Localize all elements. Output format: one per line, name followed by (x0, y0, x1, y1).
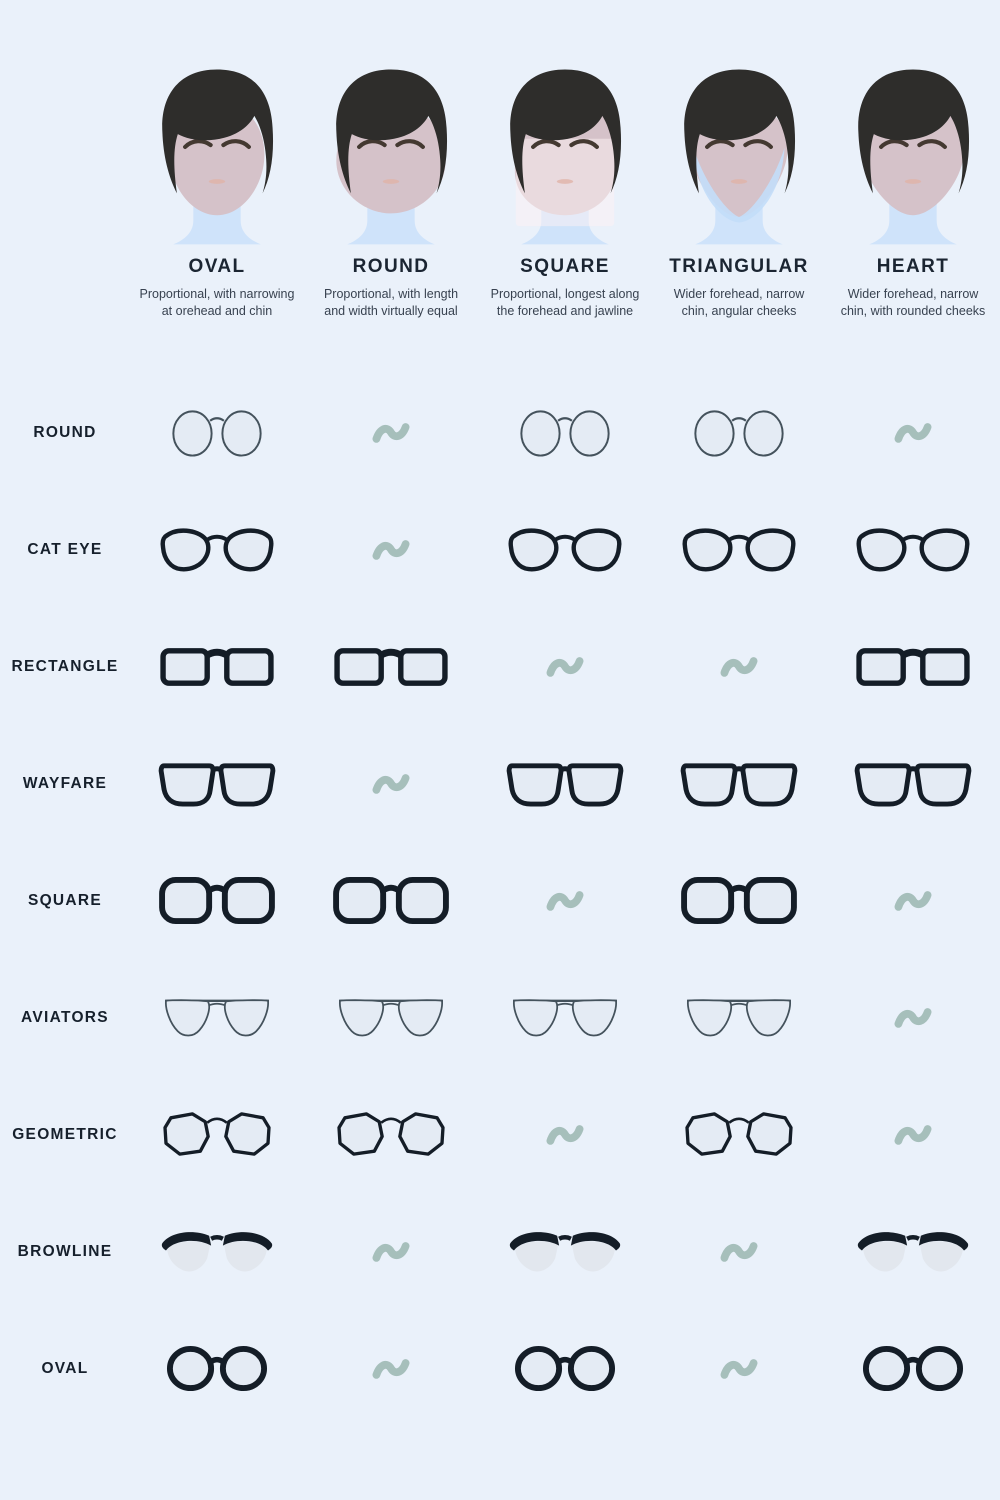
header-spacer (0, 60, 130, 374)
wayfare-glasses-icon (158, 758, 276, 809)
face-column-square (478, 60, 652, 374)
glasses-style-label-aviators: AVIATORS (21, 1008, 109, 1026)
face-illustration-triangular (657, 60, 821, 252)
wayfare-glasses-icon (506, 758, 624, 809)
face-illustration-square (483, 60, 647, 252)
cat-eye-glasses-icon (506, 524, 624, 575)
glasses-row-aviators (0, 959, 1000, 1076)
tilde-icon (892, 1116, 934, 1153)
tilde-icon (718, 648, 760, 685)
tilde-icon (892, 882, 934, 919)
rectangle-glasses-icon (332, 641, 450, 692)
compat-cell-cat-eye-round (304, 531, 478, 568)
glasses-row-square (0, 842, 1000, 959)
compat-cell-wayfare-triangular (652, 758, 826, 809)
compat-cell-cat-eye-oval (130, 524, 304, 575)
compat-cell-geometric-round (304, 1109, 478, 1160)
face-shape-description-square: Proportional, longest along the forehead and jawline (490, 287, 640, 319)
compat-cell-oval-round (304, 1350, 478, 1387)
aviators-glasses-icon (680, 992, 798, 1043)
glasses-style-label-square: SQUARE (27, 891, 103, 909)
face-shape-label-oval: OVAL (188, 256, 246, 277)
compat-cell-square-triangular (652, 875, 826, 926)
face-column-round (304, 60, 478, 374)
compat-cell-wayfare-oval (130, 758, 304, 809)
square-glasses-icon (332, 875, 450, 926)
aviators-glasses-icon (506, 992, 624, 1043)
geometric-glasses-icon (158, 1109, 276, 1160)
mouth (383, 179, 399, 184)
compat-cell-rectangle-oval (130, 641, 304, 692)
face-shape-description-heart: Wider forehead, narrow chin, with rounded cheeks (840, 287, 986, 319)
compat-cell-rectangle-round (304, 641, 478, 692)
face-shapes-header (0, 0, 1000, 374)
glasses-row-cat-eye (0, 491, 1000, 608)
compat-cell-square-round (304, 875, 478, 926)
oval-glasses-icon (854, 1343, 972, 1394)
compat-cell-browline-triangular (652, 1233, 826, 1270)
mouth (731, 179, 747, 184)
glasses-style-label-rectangle: RECTANGLE (11, 657, 119, 675)
tilde-icon (544, 882, 586, 919)
round-glasses-icon (506, 407, 624, 458)
compat-cell-rectangle-heart (826, 641, 1000, 692)
glasses-row-rectangle (0, 608, 1000, 725)
tilde-icon (370, 414, 412, 451)
square-glasses-icon (158, 875, 276, 926)
compat-cell-square-heart (826, 882, 1000, 919)
face-shape-label-square: SQUARE (520, 256, 610, 277)
aviators-glasses-icon (332, 992, 450, 1043)
compat-cell-wayfare-square (478, 758, 652, 809)
face-column-oval (130, 60, 304, 374)
compat-cell-round-heart (826, 414, 1000, 451)
compat-cell-aviators-triangular (652, 992, 826, 1043)
oval-glasses-icon (158, 1343, 276, 1394)
compat-cell-geometric-triangular (652, 1109, 826, 1160)
compat-cell-browline-oval (130, 1226, 304, 1277)
face-illustration-round (309, 60, 473, 252)
glasses-row-wayfare (0, 725, 1000, 842)
rectangle-glasses-icon (158, 641, 276, 692)
tilde-icon (544, 1116, 586, 1153)
face-illustration-oval (135, 60, 299, 252)
compat-cell-round-triangular (652, 407, 826, 458)
face-shape-description-triangular: Wider forehead, narrow chin, angular cheeks (673, 287, 805, 319)
oval-glasses-icon (506, 1343, 624, 1394)
wayfare-glasses-icon (680, 758, 798, 809)
glasses-style-label-geometric: GEOMETRIC (12, 1125, 118, 1143)
compat-cell-oval-triangular (652, 1350, 826, 1387)
face-shape-label-heart: HEART (876, 256, 950, 277)
mouth (905, 179, 921, 184)
glasses-row-round (0, 374, 1000, 491)
tilde-icon (370, 765, 412, 802)
face-shape-label-triangular: TRIANGULAR (669, 256, 809, 277)
glasses-style-label-round: ROUND (33, 423, 97, 441)
face-shape-label-round: ROUND (352, 256, 430, 277)
cat-eye-glasses-icon (854, 524, 972, 575)
face-column-triangular (652, 60, 826, 374)
tilde-icon (718, 1233, 760, 1270)
tilde-icon (544, 648, 586, 685)
face-shape-description-round: Proportional, with length and width virtually equal (323, 287, 459, 319)
tilde-icon (370, 1350, 412, 1387)
round-glasses-icon (680, 407, 798, 458)
compat-cell-browline-round (304, 1233, 478, 1270)
browline-glasses-icon (854, 1226, 972, 1277)
tilde-icon (892, 999, 934, 1036)
compatibility-grid (0, 374, 1000, 1427)
compat-cell-oval-heart (826, 1343, 1000, 1394)
geometric-glasses-icon (332, 1109, 450, 1160)
compat-cell-geometric-oval (130, 1109, 304, 1160)
compat-cell-browline-heart (826, 1226, 1000, 1277)
compat-cell-square-oval (130, 875, 304, 926)
compat-cell-cat-eye-square (478, 524, 652, 575)
face-illustration-heart (831, 60, 995, 252)
rectangle-glasses-icon (854, 641, 972, 692)
square-glasses-icon (680, 875, 798, 926)
compat-cell-cat-eye-triangular (652, 524, 826, 575)
compat-cell-browline-square (478, 1226, 652, 1277)
glasses-style-label-wayfare: WAYFARE (22, 774, 108, 792)
browline-glasses-icon (506, 1226, 624, 1277)
compat-cell-oval-square (478, 1343, 652, 1394)
glasses-row-oval (0, 1310, 1000, 1427)
tilde-icon (718, 1350, 760, 1387)
aviators-glasses-icon (158, 992, 276, 1043)
compat-cell-aviators-round (304, 992, 478, 1043)
tilde-icon (892, 414, 934, 451)
compat-cell-geometric-heart (826, 1116, 1000, 1153)
compat-cell-round-round (304, 414, 478, 451)
mouth (209, 179, 225, 184)
compat-cell-square-square (478, 882, 652, 919)
round-glasses-icon (158, 407, 276, 458)
face-column-heart (826, 60, 1000, 374)
tilde-icon (370, 531, 412, 568)
compat-cell-geometric-square (478, 1116, 652, 1153)
cat-eye-glasses-icon (158, 524, 276, 575)
glasses-row-geometric (0, 1076, 1000, 1193)
mouth (557, 179, 573, 184)
browline-glasses-icon (158, 1226, 276, 1277)
compat-cell-aviators-square (478, 992, 652, 1043)
compat-cell-rectangle-triangular (652, 648, 826, 685)
compat-cell-wayfare-heart (826, 758, 1000, 809)
compat-cell-aviators-heart (826, 999, 1000, 1036)
glasses-style-label-browline: BROWLINE (17, 1242, 113, 1260)
glasses-row-browline (0, 1193, 1000, 1310)
glasses-style-label-cat-eye: CAT EYE (27, 540, 103, 558)
face-shape-description-oval: Proportional, with narrowing at orehead and chin (139, 287, 295, 319)
compat-cell-wayfare-round (304, 765, 478, 802)
tilde-icon (370, 1233, 412, 1270)
cat-eye-glasses-icon (680, 524, 798, 575)
compat-cell-rectangle-square (478, 648, 652, 685)
compat-cell-round-oval (130, 407, 304, 458)
glasses-style-label-oval: OVAL (41, 1359, 89, 1377)
wayfare-glasses-icon (854, 758, 972, 809)
compat-cell-oval-oval (130, 1343, 304, 1394)
compat-cell-aviators-oval (130, 992, 304, 1043)
compat-cell-round-square (478, 407, 652, 458)
geometric-glasses-icon (680, 1109, 798, 1160)
compat-cell-cat-eye-heart (826, 524, 1000, 575)
